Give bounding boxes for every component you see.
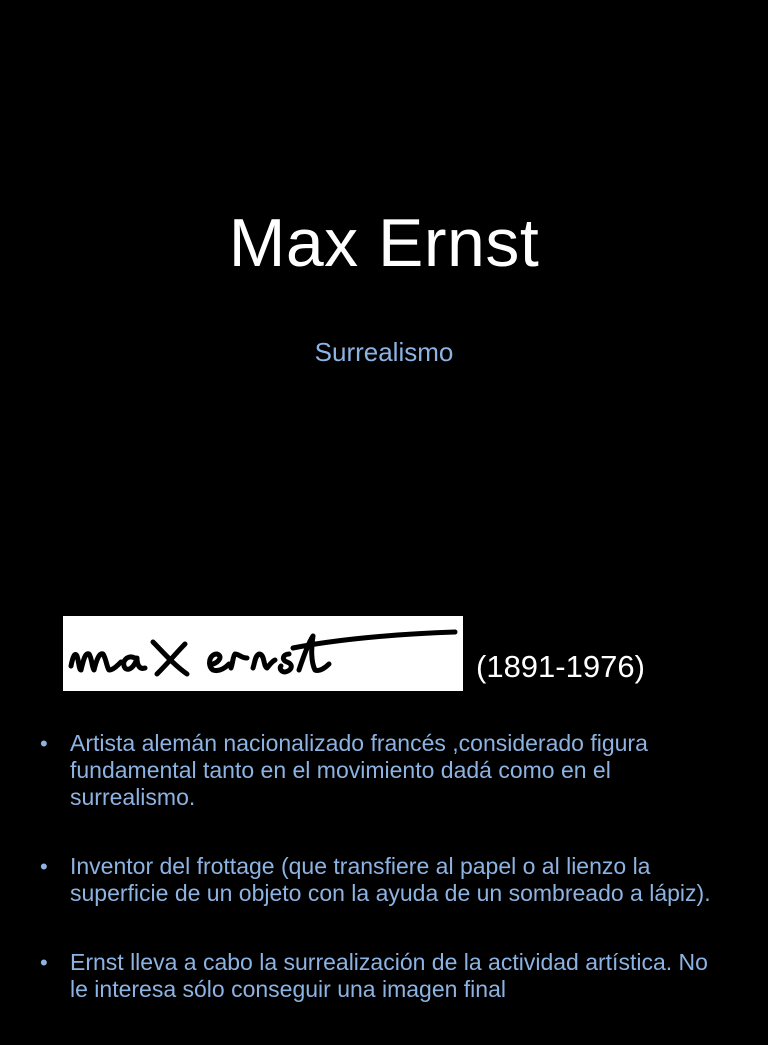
- bullet-dot-icon: •: [40, 950, 48, 975]
- bullet-list: [0, 730, 768, 1045]
- signature-text: max ernst: [263, 687, 272, 689]
- signature-drawing: [63, 616, 463, 691]
- list-item: [0, 853, 768, 907]
- bullet-text: Inventor del frottage (que transfiere al papel o al lienzo la superficie de un objeto con la ayuda de un sombreado a lápiz).: [70, 853, 711, 906]
- life-dates: (1891-1976): [476, 649, 645, 684]
- slide-title: Max Ernst: [228, 205, 540, 281]
- list-item: [0, 730, 768, 811]
- slide-subtitle: Surrealismo: [314, 337, 454, 367]
- bullet-dot-icon: •: [40, 854, 48, 879]
- bullet-text: Artista alemán nacionalizado francés ,considerado figura fundamental tanto en el movimiento dadá como en el surrealismo.: [70, 730, 648, 810]
- bullet-text: Ernst lleva a cabo la surrealización de la actividad artística. No le interesa sólo conseguir una imagen final: [70, 949, 708, 1002]
- list-item: [0, 949, 768, 1003]
- bullet-dot-icon: •: [40, 731, 48, 756]
- signature-image: [63, 616, 463, 691]
